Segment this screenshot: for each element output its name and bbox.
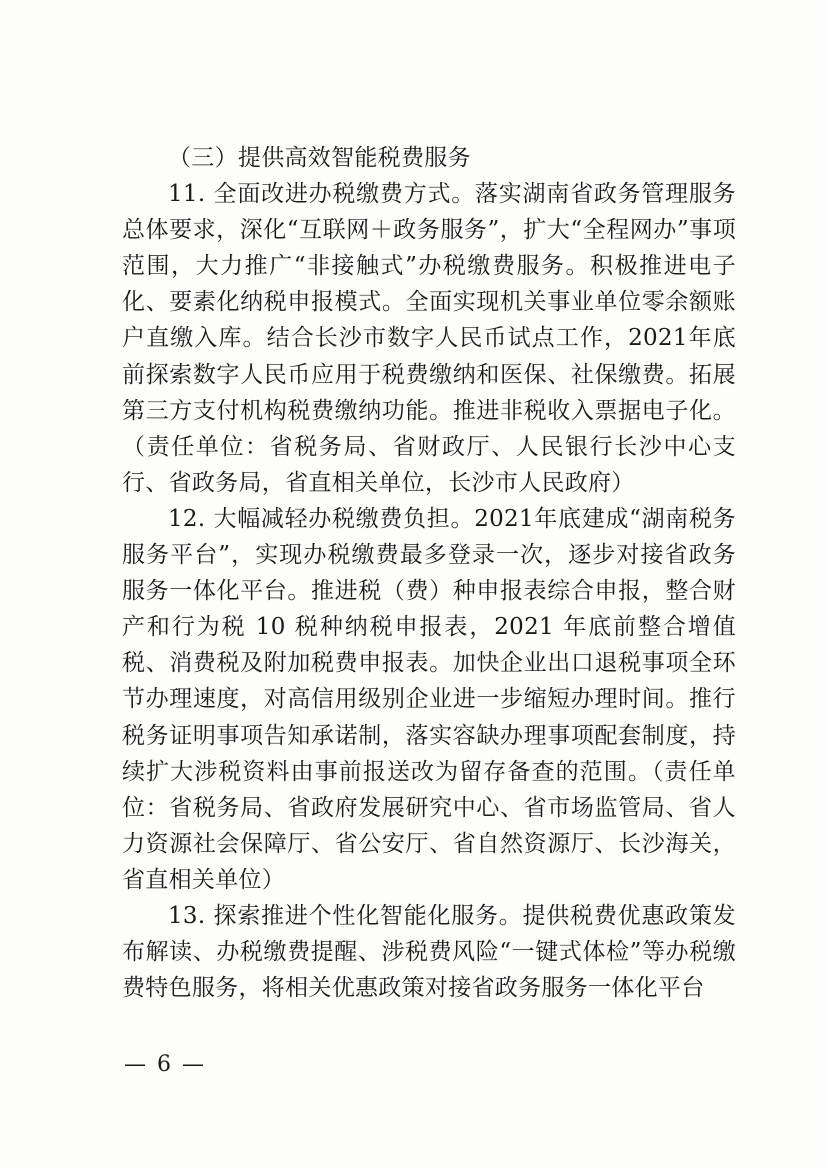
document-body <box>122 140 736 1006</box>
paragraph-13: 13. 探索推进个性化智能化服务。提供税费优惠政策发布解读、办税缴费提醒、涉税费风险“一键式体检”等办税缴费特色服务，将相关优惠政策对接省政务服务一体化平台 <box>122 902 736 1002</box>
section-heading: （三）提供高效智能税费服务 <box>168 145 471 171</box>
paragraph-12: 12. 大幅减轻办税缴费负担。2021年底建成“湖南税务服务平台”，实现办税缴费最多登录一次，逐步对接省政务服务一体化平台。推进税（费）种申报表综合申报，整合财产和行为税 10 税种纳税申报表，2021 年底前整合增值税、消费税及附加税费申报表。加快企业出口退税事项全环节办理速度，对高信用级别企业进一步缩短办理时间。推行税务证明事项告知承诺制，落实容缺办理事项配套制度，持续扩大涉税资料由事前报送改为留存备查的范围。（责任单位：省税务局、省政府发展研究中心、省市场监管局、省人力资源社会保障厅、省公安厅、省自然资源厅、长沙海关，省直相关单位） <box>122 505 736 893</box>
paragraph-11: 11. 全面改进办税缴费方式。落实湖南省政务管理服务总体要求，深化“互联网＋政务服务”，扩大“全程网办”事项范围，大力推广“非接触式”办税缴费服务。积极推进电子化、要素化纳税申报模式。全面实现机关事业单位零余额账户直缴入库。结合长沙市数字人民币试点工作，2021年底前探索数字人民币应用于税费缴纳和医保、社保缴费。拓展第三方支付机构税费缴纳功能。推进非税收入票据电子化。（责任单位：省税务局、省财政厅、人民银行长沙中心支行、省政务局，省直相关单位，长沙市人民政府） <box>122 181 736 496</box>
page-number: — 6 — <box>124 1052 206 1077</box>
